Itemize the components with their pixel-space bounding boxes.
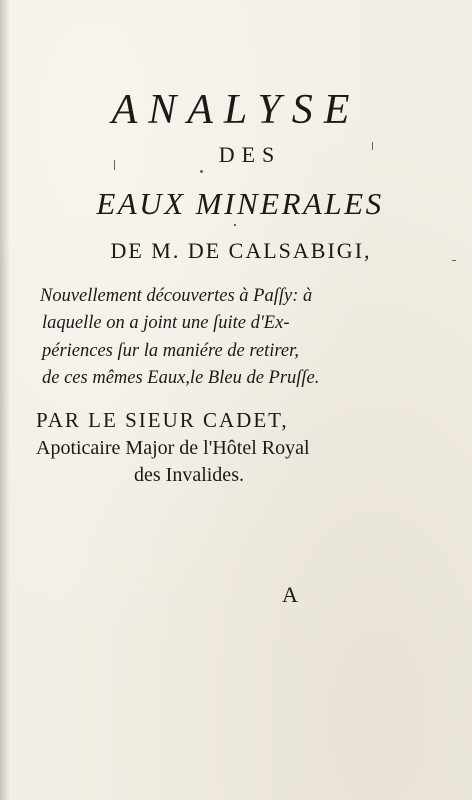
- subtitle-line-1: Nouvellement découvertes à Paſſy: à: [40, 286, 313, 306]
- signature-mark: A: [282, 582, 298, 607]
- author-line-2: Apoticaire Major de l'Hôtel Royal: [36, 437, 310, 459]
- author-line-3: des Invalides.: [134, 464, 244, 486]
- subtitle-line-3: périences ſur la maniére de retirer,: [42, 341, 299, 361]
- page-edge-shadow: [0, 0, 10, 800]
- ink-speck: [200, 170, 203, 173]
- title-line-calsabigi: DE M. DE CALSABIGI,: [110, 238, 372, 263]
- author-line-1: PAR LE SIEUR CADET,: [36, 408, 289, 432]
- title-line-eaux-minerales: EAUX MINERALES: [96, 186, 384, 221]
- title-line-analyse: ANALYSE: [111, 87, 361, 133]
- ink-speck: [452, 260, 456, 261]
- subtitle-line-4: de ces mêmes Eaux,le Bleu de Pruſſe.: [42, 368, 320, 388]
- ink-speck: [234, 224, 236, 226]
- title-line-des: DES: [218, 142, 282, 167]
- subtitle-line-2: laquelle on a joint une ſuite d'Ex-: [42, 313, 290, 333]
